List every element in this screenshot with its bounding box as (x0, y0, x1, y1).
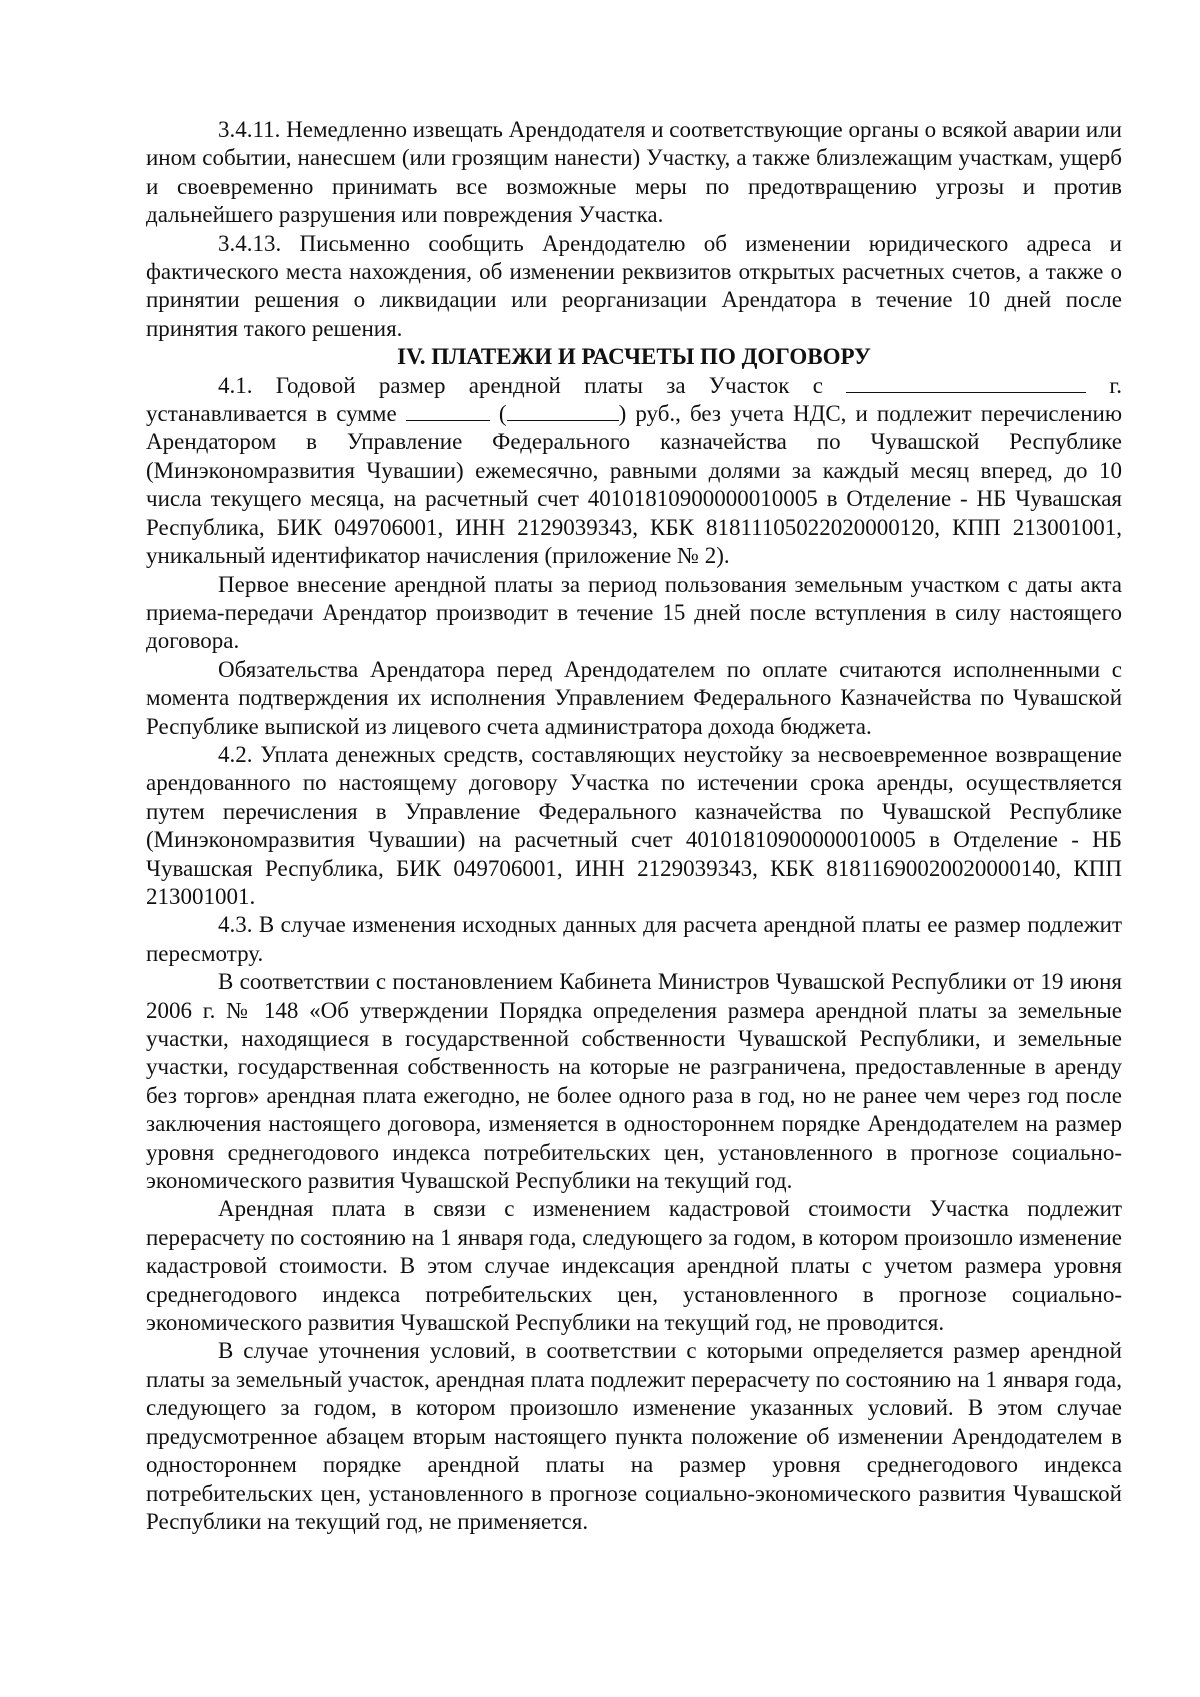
paragraph-4-1-start: 4.1. Годовой размер арендной платы за Участок с (218, 372, 823, 398)
paragraph-first-payment: Первое внесение арендной платы за период пользования земельным участком с даты акта приема-передачи Арендатор производит в течение 15 дней после вступления в силу настоящего договора. (146, 571, 1122, 654)
section-heading: IV. ПЛАТЕЖИ И РАСЧЕТЫ ПО ДОГОВОРУ (397, 344, 871, 370)
paragraph-3-4-11: 3.4.11. Немедленно извещать Арендодателя и соответствующие органы о всякой аварии или ином событии, нанесшем (или грозящим нанести) Участку, а также близлежащим участкам, ущерб и своевременно принимать все возможные меры по предотвращению угрозы и против дальнейшего разрушения или повреждения Участка. (146, 117, 1122, 228)
paragraph-obligations: Обязательства Арендатора перед Арендодателем по оплате считаются исполненными с момента подтверждения их исполнения Управлением Федерального Казначейства по Чувашской Республике выпиской из лицевого счета администратора дохода бюджета. (146, 656, 1122, 739)
paragraph-4-1 (146, 372, 1122, 571)
paragraph-resolution: В соответствии с постановлением Кабинета Министров Чувашской Республики от 19 июня 2006 г. № 148 «Об утверждении Порядка определения размера арендной платы за земельные участки, находящиеся в государственной собственности Чувашской Республики, и земельные участки, государственная собственность на которые не разграничена, предоставленные в аренду без торгов» арендная плата ежегодно, не более одного раза в год, но не ранее чем через год после заключения настоящего договора, изменяется в одностороннем порядке Арендодателем на размер уровня среднегодового индекса потребительских цен, установленного в прогнозе социально-экономического развития Чувашской Республики на текущий год. (146, 969, 1122, 1194)
sum-words-blank (507, 400, 619, 421)
sum-label: устанавливается в сумме (146, 401, 397, 427)
paragraph-4-1-rest: ) руб., без учета НДС, и подлежит перечислению Арендатором в Управление Федерального казначейства по Чувашской Республике (Минэкономразвития Чувашии) ежемесячно, равными долями за каждый месяц вперед, до 10 числа текущего месяца, на расчетный счет 40101810900000010005 в Отделение - НБ Чувашская Республика, БИК 049706001, ИНН 2129039343, КБК 81811105022020000120, КПП 213001001, уникальный идентификатор начисления (приложение № 2). (146, 401, 1123, 569)
year-abbr: г. (1109, 372, 1123, 398)
paragraph-4-3: 4.3. В случае изменения исходных данных для расчета арендной платы ее размер подлежит пересмотру. (146, 912, 1122, 966)
paragraph-4-2: 4.2. Уплата денежных средств, составляющих неустойку за несвоевременное возвращение арендованного по настоящему договору Участка по истечении срока аренды, осуществляется путем перечисления в Управление Федерального казначейства по Чувашской Республике (Минэкономразвития Чувашии) на расчетный счет 40101810900000010005 в Отделение - НБ Чувашская Республика, БИК 049706001, ИНН 2129039343, КБК 81811690020020000140, КПП 213001001. (146, 741, 1122, 909)
date-blank (846, 372, 1086, 393)
paragraph-clarification: В случае уточнения условий, в соответствии с которыми определяется размер арендной платы за земельный участок, арендная плата подлежит перерасчету по состоянию на 1 января года, следующего за годом, в котором произошло изменение указанных условий. В этом случае предусмотренное абзацем вторым настоящего пункта положение об изменении Арендодателем в одностороннем порядке арендной платы на размер уровня среднегодового индекса потребительских цен, установленного в прогнозе социально-экономического развития Чувашской Республики на текущий год, не применяется. (146, 1338, 1122, 1534)
document-page (146, 116, 1122, 1536)
paragraph-cadastral: Арендная плата в связи с изменением кадастровой стоимости Участка подлежит перерасчету по состоянию на 1 января года, следующего за годом, в котором произошло изменение кадастровой стоимости. В этом случае индексация арендной платы с учетом размера уровня среднегодового индекса потребительских цен, установленного в прогнозе социально-экономического развития Чувашской Республики на текущий год, не проводится. (146, 1196, 1122, 1336)
paragraph-3-4-13: 3.4.13. Письменно сообщить Арендодателю об изменении юридического адреса и фактического места нахождения, об изменении реквизитов открытых расчетных счетов, а также о принятии решения о ликвидации или реорганизации Арендатора в течение 10 дней после принятия такого решения. (146, 230, 1122, 341)
sum-blank (406, 400, 490, 421)
paren-open: ( (498, 401, 507, 427)
